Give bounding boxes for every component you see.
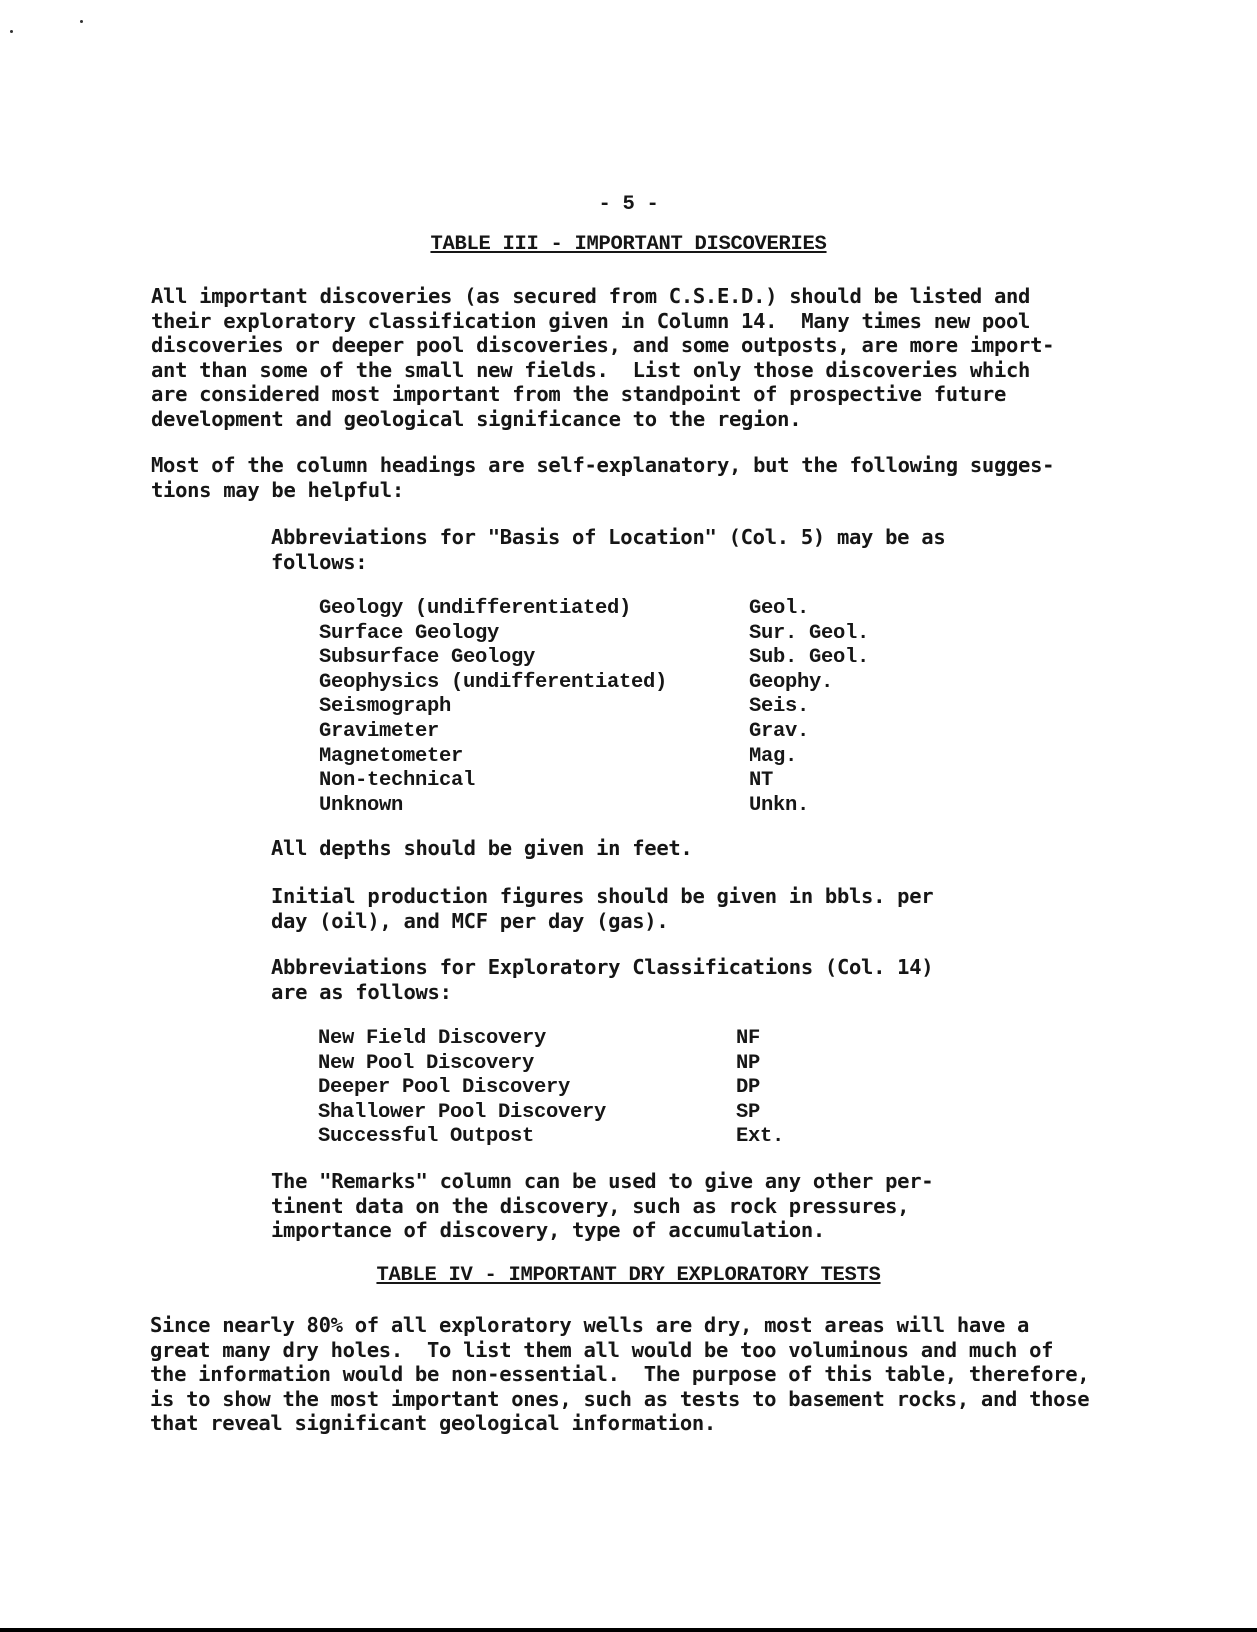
abbreviation: Unkn. [749, 793, 810, 817]
text-line: Initial production figures should be given in bbls. per [271, 884, 934, 908]
abbreviation-row [318, 1052, 918, 1077]
term: Subsurface Geology [319, 646, 536, 670]
abbreviation-row [319, 622, 919, 647]
abbreviation-row [319, 745, 919, 770]
production-note [271, 884, 933, 933]
term: Deeper Pool Discovery [318, 1076, 571, 1100]
speck [80, 20, 83, 23]
term: Shallower Pool Discovery [318, 1100, 607, 1124]
term: Gravimeter [319, 719, 440, 743]
abbreviation-row [319, 769, 919, 794]
abbreviation: Seis. [749, 695, 810, 719]
text-line: importance of discovery, type of accumulation. [271, 1218, 825, 1243]
classification-intro-paragraph [271, 955, 933, 1004]
table4-body-paragraph [150, 1313, 1089, 1436]
table4-heading: TABLE IV - IMPORTANT DRY EXPLORATORY TESTS [376, 1264, 881, 1287]
abbreviation: Ext. [736, 1125, 785, 1149]
abbreviation-row [319, 646, 919, 671]
text-line: are as follows: [271, 979, 452, 1004]
text-line: that reveal significant geological information. [150, 1411, 716, 1436]
text-line: is to show the most important ones, such as tests to basement rocks, and those [150, 1386, 1090, 1411]
suggestions-paragraph [151, 453, 1054, 502]
text-line: All depths should be given in feet. [271, 836, 693, 860]
abbreviation-row [319, 695, 919, 720]
abbreviation-row [319, 597, 919, 622]
text-line: day (oil), and MCF per day (gas). [271, 908, 669, 933]
term: Unknown [319, 793, 404, 817]
text-line: development and geological significance to the region. [151, 406, 802, 431]
abbreviation-row [318, 1101, 918, 1126]
text-line: tinent data on the discovery, such as rock pressures, [271, 1193, 910, 1218]
text-line: discoveries or deeper pool discoveries, and some outposts, are more import- [151, 333, 1055, 358]
term: Non-technical [319, 769, 476, 793]
text-line: The "Remarks" column can be used to give any other per- [271, 1169, 934, 1193]
text-line: the information would be non-essential. The purpose of this table, therefore, [150, 1362, 1090, 1387]
term: Seismograph [319, 695, 452, 719]
scan-bottom-edge [0, 1628, 1257, 1632]
term: Surface Geology [319, 621, 500, 645]
page-number: - 5 - [598, 193, 659, 216]
scan-specks [8, 20, 98, 40]
text-line: are considered most important from the standpoint of prospective future [151, 382, 1006, 407]
term: Geology (undifferentiated) [319, 597, 632, 620]
abbreviation: NF [736, 1027, 761, 1050]
abbreviation: NT [749, 769, 774, 793]
abbreviation-row [319, 794, 919, 819]
location-intro-paragraph [271, 525, 945, 574]
text-line: their exploratory classification given in Column 14. Many times new pool [151, 308, 1031, 333]
speck [10, 30, 13, 33]
abbreviation: DP [736, 1076, 761, 1100]
abbreviation-row [318, 1076, 918, 1101]
depths-note [271, 836, 692, 861]
text-line: Abbreviations for Exploratory Classifications (Col. 14) [271, 955, 934, 979]
term: Successful Outpost [318, 1125, 535, 1149]
text-line: Most of the column headings are self-explanatory, but the following sugges- [151, 453, 1055, 477]
abbreviation: Geophy. [749, 670, 834, 694]
location-abbreviation-table [319, 597, 919, 818]
remarks-paragraph [271, 1169, 933, 1243]
term: New Field Discovery [318, 1027, 547, 1050]
abbreviation: Geol. [749, 597, 810, 620]
abbreviation-row [319, 671, 919, 696]
abbreviation: SP [736, 1100, 761, 1124]
text-line: ant than some of the small new fields. List only those discoveries which [151, 357, 1031, 382]
text-line: follows: [271, 549, 368, 574]
abbreviation: Grav. [749, 719, 810, 743]
table3-heading: TABLE III - IMPORTANT DISCOVERIES [430, 233, 827, 256]
table3-intro-paragraph [151, 284, 1054, 432]
abbreviation: Sur. Geol. [749, 621, 870, 645]
term: Geophysics (undifferentiated) [319, 670, 668, 694]
abbreviation-row [318, 1125, 918, 1150]
abbreviation-row [318, 1027, 918, 1052]
term: Magnetometer [319, 744, 464, 768]
text-line: great many dry holes. To list them all would be too voluminous and much of [150, 1337, 1054, 1362]
abbreviation: NP [736, 1051, 761, 1075]
text-line: All important discoveries (as secured from C.S.E.D.) should be listed and [151, 284, 1031, 308]
text-line: Abbreviations for "Basis of Location" (Col. 5) may be as [271, 525, 946, 549]
classification-abbreviation-table [318, 1027, 918, 1150]
abbreviation-row [319, 720, 919, 745]
text-line: tions may be helpful: [151, 477, 404, 502]
text-line: Since nearly 80% of all exploratory wells are dry, most areas will have a [150, 1313, 1030, 1337]
abbreviation: Mag. [749, 744, 798, 768]
abbreviation: Sub. Geol. [749, 646, 870, 670]
term: New Pool Discovery [318, 1051, 535, 1075]
